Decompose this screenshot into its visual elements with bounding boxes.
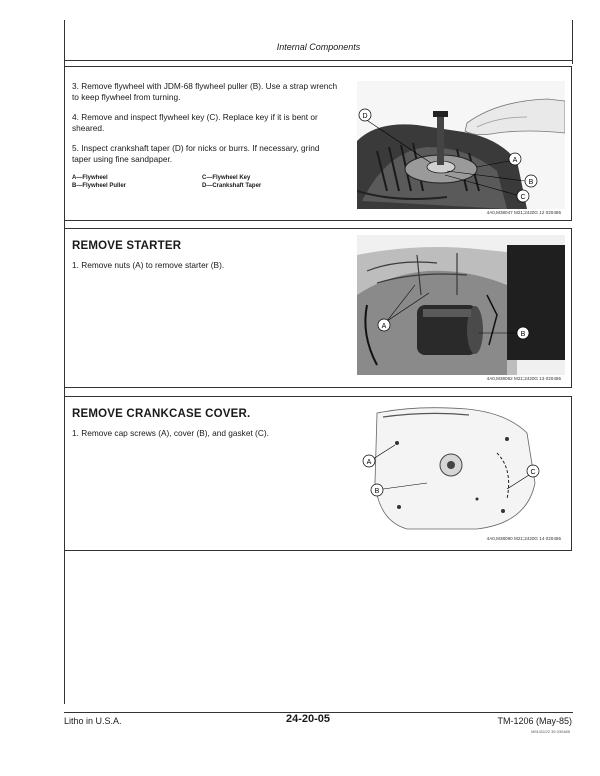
footer-litho: Litho in U.S.A. <box>64 716 122 726</box>
callout-c: C <box>520 194 526 201</box>
flywheel-photo <box>357 81 565 215</box>
step-4: 4. Remove and inspect flywheel key (C). Replace key if it is bent or sheared. <box>72 112 318 133</box>
section-remove-crankcase-cover <box>64 396 572 551</box>
crankcase-heading: REMOVE CRANKCASE COVER. <box>72 408 251 420</box>
legend-c: C—Flywheel Key <box>202 175 251 181</box>
starter-callout-b: B <box>520 331 526 338</box>
step-5: 5. Inspect crankshaft taper (D) for nicks or burrs. If necessary, grind taper using fine sandpaper. <box>72 143 320 164</box>
crankcase-callout-c: C <box>530 469 536 476</box>
legend-a: A—Flywheel <box>72 175 108 181</box>
crankcase-callout-b: B <box>374 488 380 495</box>
legend-b: B—Flywheel Puller <box>72 183 127 189</box>
crankcase-photo <box>357 403 565 541</box>
section-flywheel <box>64 66 572 221</box>
flywheel-legend <box>72 174 340 190</box>
crankcase-text <box>72 409 340 448</box>
starter-illustration <box>357 235 565 375</box>
flywheel-text <box>72 81 340 190</box>
crankcase-caption: 4A0,M38090 M21;2420G 14 020485 <box>486 536 561 541</box>
manual-id: TM-1206 (May-85) <box>497 716 572 726</box>
starter-step-1: 1. Remove nuts (A) to remove starter (B). <box>72 260 225 270</box>
crankcase-illustration <box>357 403 565 535</box>
section-remove-starter <box>64 228 572 388</box>
callout-b: B <box>528 179 534 186</box>
flywheel-illustration <box>357 81 565 209</box>
starter-photo <box>357 235 565 381</box>
step-3: 3. Remove flywheel with JDM-68 flywheel puller (B). Use a strap wrench to keep flywheel from turning. <box>72 81 338 102</box>
page-number: 24-20-05 <box>285 713 331 725</box>
header-rule <box>64 60 573 61</box>
starter-text <box>72 241 340 280</box>
callout-d: D <box>362 113 368 120</box>
crankcase-callout-a: A <box>366 459 372 466</box>
flywheel-caption: 4A0,M38047 M21;2420G 12 020485 <box>486 210 561 215</box>
crankcase-step-1: 1. Remove cap screws (A), cover (B), and gasket (C). <box>72 428 269 438</box>
starter-callout-a: A <box>381 323 387 330</box>
callout-a: A <box>512 157 518 164</box>
page-header-title: Internal Components <box>276 42 361 52</box>
legend-d: D—Crankshaft Taper <box>202 183 262 189</box>
starter-heading: REMOVE STARTER <box>72 240 182 252</box>
starter-caption: 4A0,M38062 M21;2420G 13 020485 <box>486 376 561 381</box>
footer-print-code: M91/02/22 35 030485 <box>531 729 570 734</box>
